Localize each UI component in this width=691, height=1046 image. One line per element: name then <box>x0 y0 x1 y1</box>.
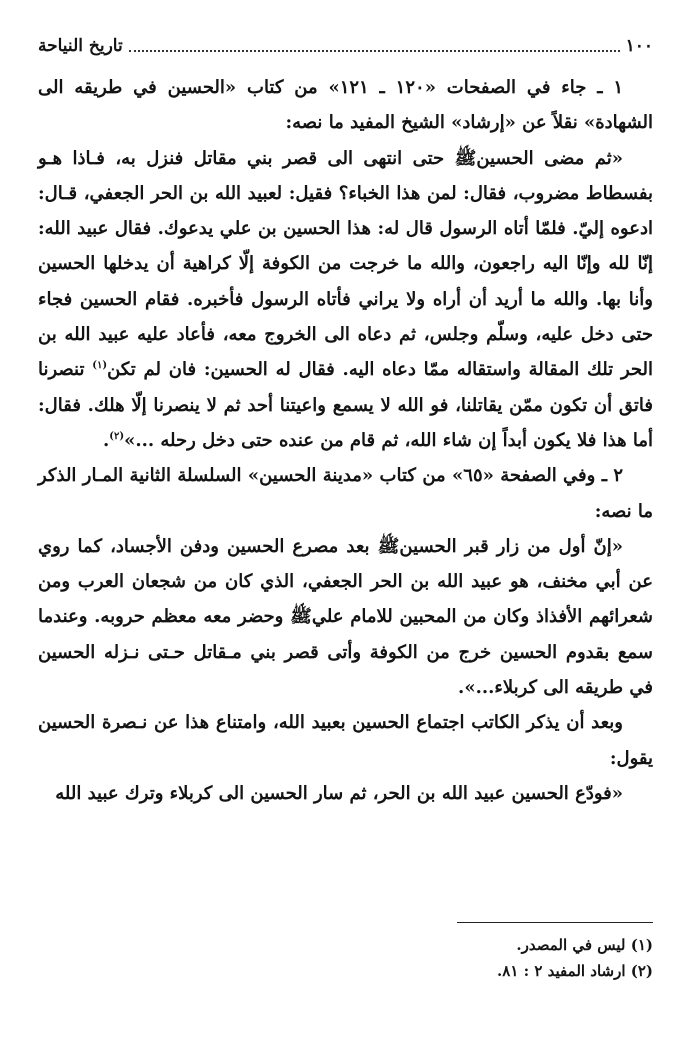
paragraph-quote-farewell <box>38 776 653 811</box>
page-number: ١٠٠ <box>625 36 653 56</box>
footnotes <box>38 932 653 984</box>
running-head <box>38 32 653 60</box>
paragraph-quote-intro-1 <box>38 70 653 141</box>
paragraph-text: ١ ـ جاء في الصفحات «١٢٠ ـ ١٢١» من كتاب «الحسين في طريقه الى الشهادة» نقلاً عن «إرشاد» الشيخ المفيد ما نصه: <box>38 77 653 134</box>
chapter-title: تاريخ النياحة <box>38 36 123 56</box>
paragraph-quote-intro-2 <box>38 458 653 529</box>
paragraph-text: . <box>102 429 110 451</box>
paragraph-text: ٢ ـ وفي الصفحة «٦٥» من كتاب «مدينة الحسين» السلسلة الثانية المـار الذكر ما نصه: <box>38 465 653 522</box>
paragraph-text: «فودّع الحسين عبيد الله بن الحر، ثم سار الحسين الى كربلاء وترك عبيد الله <box>55 782 623 804</box>
paragraph-text: «إنّ أول من زار قبر الحسينﷺ بعد مصرع الحسين ودفن الأجساد، كما روي عن أبي مخنف، هو عبيد الله بن الحر الجعفي، الذي كان من شجعان العرب ومن شعرائهم الأفذاذ وكان من المحبين للامام عليﷺ وحضر معه معظم حروبه. وعندما سمع بقدوم الحسين خرج من الكوفة وأتى قصر بني مـقاتل حـتى نـزله الحسين في طريقه الى كربلاء...». <box>38 535 653 699</box>
paragraph-text: تنصرنا فاتق أن تكون ممّن يقاتلنا، فو الله لا يسمع واعيتنا أحد ثم لا ينصرنا إلّا هلك. فقال: أما هذا فلا يكون أبداً إن شاء الله، ثم قام من عنده حتى دخل رحله ...» <box>38 359 653 451</box>
body-text <box>38 70 653 811</box>
paragraph-text: «ثم مضى الحسينﷺ حتى انتهى الى قصر بني مقاتل فنزل به، فـاذا هـو بفسطاط مضروب، فقال: لمن هذا الخباء؟ فقيل: لعبيد الله بن الحر الجعفي، قـال: ادعوه إليّ. فلمّا أتاه الرسول قال له: هذا الحسين بن علي يدعوك. فقال عبيد الله: إنّا لله وإنّا اليه راجعون، والله ما خرجت من الكوفة إلّا كراهية أن يدخلها الحسين وأنا بها. والله ما أريد أن أراه ولا يراني فأتاه الرسول فأخبره. فقام الحسين فجاء حتى دخل عليه، وسلّم وجلس، ثم دعاه الى الخروج معه، فأعاد عليه عبيد الله بن الحر تلك المقالة واستقاله ممّا دعاه اليه. فقال له الحسين: فان لم تكن <box>38 147 653 381</box>
paragraph-author-note <box>38 705 653 776</box>
footnote-ref-2[interactable]: (٢) <box>109 430 125 442</box>
paragraph-quote-irshad <box>38 141 653 459</box>
footnote-ref-1[interactable]: (١) <box>92 360 108 372</box>
footnote-divider <box>457 922 653 923</box>
paragraph-text: وبعد أن يذكر الكاتب اجتماع الحسين بعبيد الله، وامتناع هذا عن نـصرة الحسين يقول: <box>38 712 653 769</box>
footnote-1: (١) ليس في المصدر. <box>516 936 653 954</box>
paragraph-quote-madina <box>38 529 653 705</box>
leader-dots <box>129 40 620 52</box>
footnote-2: (٢) ارشاد المفيد ٢ : ٨١. <box>497 962 653 980</box>
